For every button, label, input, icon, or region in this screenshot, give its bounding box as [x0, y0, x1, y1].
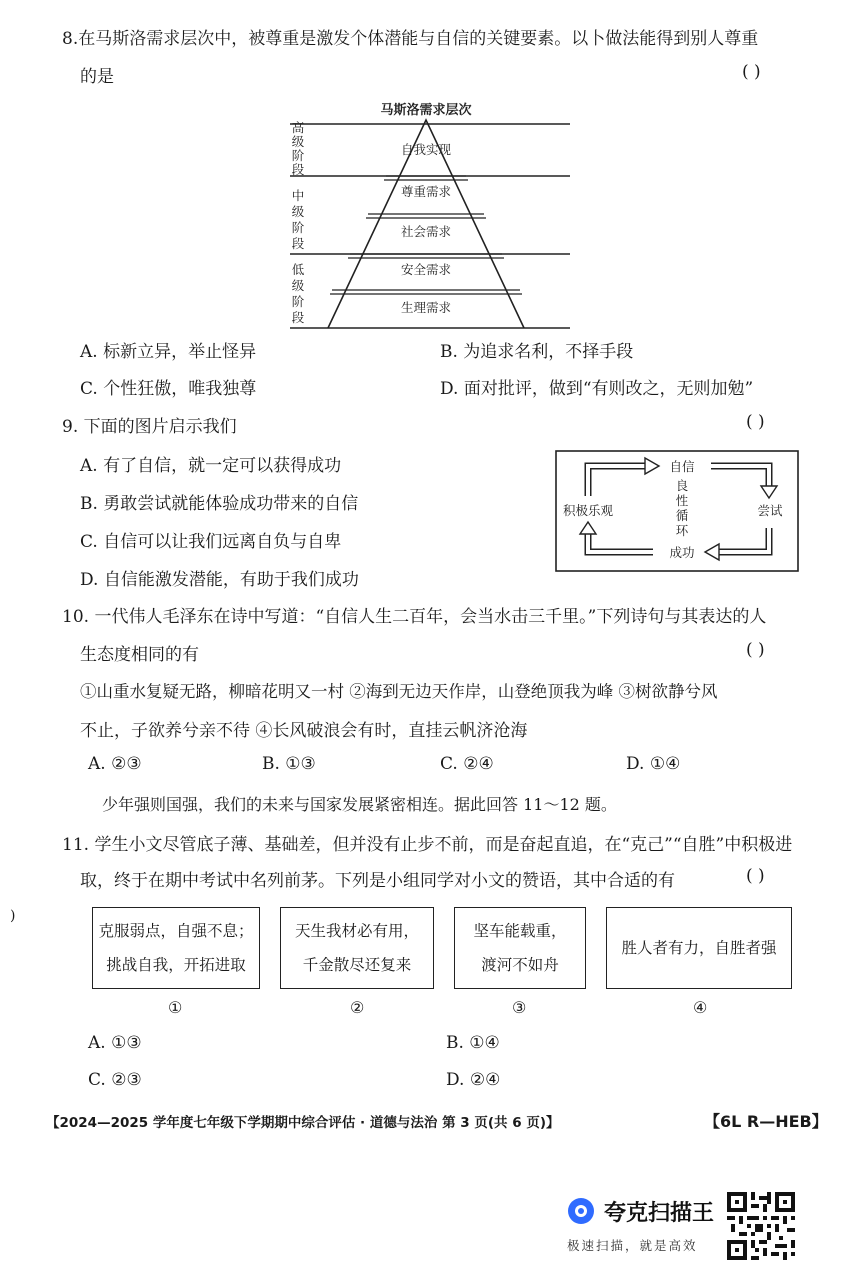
q11-card-3 — [454, 907, 586, 989]
q11-card-2-line1: 天生我材必有用， — [294, 922, 419, 940]
q11-card-2-number: ② — [350, 998, 365, 1017]
qr-code-icon — [727, 1192, 795, 1260]
cycle-label-confidence: 自信 — [669, 459, 695, 474]
q11-card-2 — [280, 907, 434, 989]
q11-option-a: A. ①③ — [88, 1033, 142, 1053]
q9-answer-paren: ( ) — [746, 412, 765, 432]
q11-card-4-line1: 胜人者有力，自胜者强 — [621, 939, 777, 957]
level-safety: 安全需求 — [400, 262, 452, 277]
cycle-label-try: 尝试 — [757, 503, 783, 518]
virtuous-cycle-figure — [555, 450, 799, 572]
q11-card-3-line2: 渡河不如舟 — [481, 956, 559, 974]
q11-12-intro: 少年强则国强，我们的未来与国家发展紧密相连。据此回答 11～12 题。 — [102, 795, 617, 814]
stage-low-4: 段 — [291, 310, 305, 325]
q8-option-b: B. 为追求名利，不择手段 — [440, 342, 634, 362]
q11-card-3-number: ③ — [512, 998, 527, 1017]
cycle-center-2: 性 — [675, 493, 689, 508]
level-self-actualization: 自我实现 — [400, 142, 452, 157]
stage-mid-4: 段 — [291, 236, 305, 251]
cycle-center-1: 良 — [675, 478, 689, 493]
q10-option-a: A. ②③ — [88, 754, 142, 774]
stage-low-1: 低 — [291, 262, 305, 277]
q9-option-d: D. 自信能激发潜能，有助于我们成功 — [80, 570, 359, 590]
margin-mark: ) — [10, 908, 16, 924]
scanner-slogan: 极速扫描，就是高效 — [567, 1238, 698, 1253]
cycle-label-optimism: 积极乐观 — [562, 503, 614, 518]
stage-low-2: 级 — [291, 278, 305, 293]
stage-high-2: 级 — [291, 134, 305, 149]
q11-option-c: C. ②③ — [88, 1070, 142, 1090]
scanner-brand-name: 夸克扫描王 — [604, 1201, 715, 1226]
q8-stem-line2: 的是 — [80, 67, 114, 87]
page-footer-code: 【6L R—HEB】 — [704, 1112, 828, 1131]
q11-card-1-number: ① — [168, 998, 183, 1017]
level-esteem: 尊重需求 — [400, 184, 452, 199]
stage-mid-2: 级 — [291, 204, 305, 219]
q9-option-b: B. 勇敢尝试就能体验成功带来的自信 — [80, 494, 359, 514]
q11-card-3-line1: 坚车能载重， — [473, 922, 567, 940]
q11-card-1 — [92, 907, 260, 989]
q11-card-4 — [606, 907, 792, 989]
cycle-label-success: 成功 — [669, 545, 695, 560]
q10-stem-line1: 10. 一代伟人毛泽东在诗中写道：“自信人生二百年，会当水击三千里。”下列诗句与其表达的人 — [62, 607, 767, 627]
q10-poems-line2: 不止，子欲养兮亲不待 ④长风破浪会有时，直挂云帆济沧海 — [80, 721, 528, 741]
q11-stem-line1: 11. 学生小文尽管底子薄、基础差，但并没有止步不前，而是奋起直追，在“克己”“自胜”中积极进 — [62, 835, 793, 855]
q9-stem: 9. 下面的图片启示我们 — [62, 417, 237, 437]
q10-option-c: C. ②④ — [440, 754, 494, 774]
scanner-logo-icon — [568, 1198, 594, 1224]
page-footer-info: 【2024—2025 学年度七年级下学期期中综合评估 · 道德与法治 第 3 页(共 6 页)】 — [46, 1115, 560, 1131]
q8-option-a: A. 标新立异，举止怪异 — [80, 342, 257, 362]
q11-card-4-number: ④ — [693, 998, 708, 1017]
cycle-center-4: 环 — [675, 523, 689, 538]
q8-option-d: D. 面对批评，做到“有则改之，无则加勉” — [440, 379, 754, 399]
stage-high-3: 阶 — [291, 148, 305, 163]
stage-mid-1: 中 — [291, 188, 305, 203]
q11-stem-line2: 取，终于在期中考试中名列前茅。下列是小组同学对小文的赞语，其中合适的有 — [80, 871, 675, 891]
stage-low-3: 阶 — [291, 294, 305, 309]
maslow-pyramid-figure — [284, 96, 584, 336]
q11-option-b: B. ①④ — [446, 1033, 500, 1053]
maslow-title: 马斯洛需求层次 — [380, 103, 472, 118]
q11-card-1-line1: 克服弱点，自强不息； — [98, 922, 254, 940]
q10-option-b: B. ①③ — [262, 754, 316, 774]
q11-card-1-line2: 挑战自我，开拓进取 — [106, 956, 246, 974]
q10-answer-paren: ( ) — [746, 640, 765, 660]
stage-high-4: 段 — [291, 162, 305, 177]
q9-option-a: A. 有了自信，就一定可以获得成功 — [80, 456, 342, 476]
q9-option-c: C. 自信可以让我们远离自负与自卑 — [80, 532, 342, 552]
q8-answer-paren: ( ) — [742, 62, 761, 82]
q11-option-d: D. ②④ — [446, 1070, 501, 1090]
stage-high-1: 高 — [291, 120, 305, 135]
level-social: 社会需求 — [400, 224, 452, 239]
q8-option-c: C. 个性狂傲，唯我独尊 — [80, 379, 257, 399]
cycle-center-3: 循 — [675, 508, 689, 523]
q10-stem-line2: 生态度相同的有 — [80, 645, 199, 665]
q10-poems-line1: ①山重水复疑无路，柳暗花明又一村 ②海到无边天作岸，山登绝顶我为峰 ③树欲静兮风 — [80, 682, 718, 701]
q10-option-d: D. ①④ — [626, 754, 681, 774]
q11-card-2-line2: 千金散尽还复来 — [302, 956, 412, 974]
level-physiological: 生理需求 — [400, 300, 452, 315]
stage-mid-3: 阶 — [291, 220, 305, 235]
q8-stem-line1: 8.在马斯洛需求层次中，被尊重是激发个体潜能与自信的关键要素。以卜做法能得到别人尊重 — [62, 29, 759, 49]
q11-answer-paren: ( ) — [746, 866, 765, 886]
